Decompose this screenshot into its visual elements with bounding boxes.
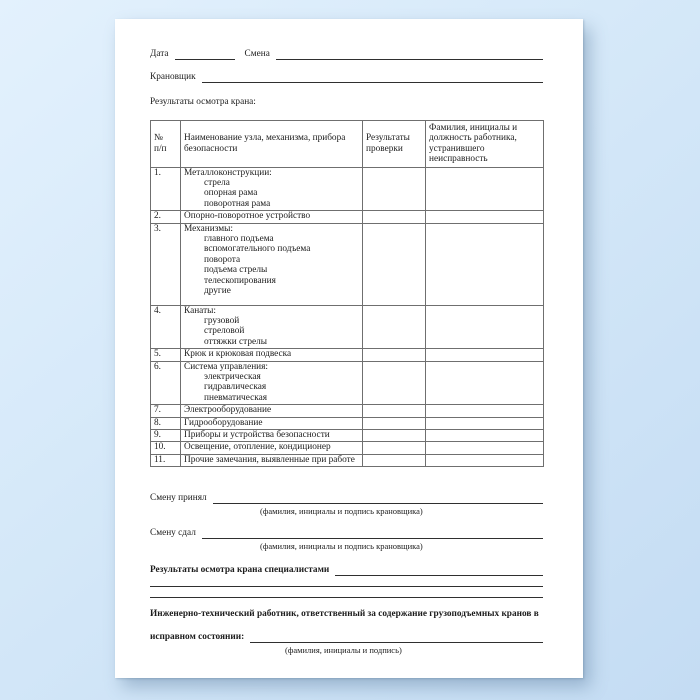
- person-cell: [426, 417, 544, 429]
- row-item-name: Система управления: электрическая гидравлическая пневматическая: [181, 361, 363, 405]
- row-number: 1.: [151, 167, 181, 211]
- row-number: 7.: [151, 405, 181, 417]
- check-result-cell: [363, 167, 426, 211]
- person-cell: [426, 442, 544, 454]
- row-item-name: Крюк и крюковая подвеска: [181, 349, 363, 361]
- row-item-name: Гидрооборудование: [181, 417, 363, 429]
- specialists-label: Результаты осмотра крана специалистами: [150, 565, 330, 576]
- engineer-statement-line2: исправном состоянии:: [150, 632, 245, 643]
- check-result-cell: [363, 305, 426, 349]
- check-result-cell: [363, 211, 426, 223]
- check-result-cell: [363, 454, 426, 466]
- row-sub-item: опорная рама: [204, 188, 258, 199]
- person-cell: [426, 361, 544, 405]
- row-sub-item: вспомогательного подъема: [204, 244, 311, 255]
- specialists-blank-line: [335, 566, 543, 576]
- date-label: Дата: [150, 49, 169, 59]
- row-item-name: Освещение, отопление, кондиционер: [181, 442, 363, 454]
- table-row: [151, 417, 544, 429]
- row-number: 8.: [151, 417, 181, 429]
- engineer-statement-row: [150, 632, 543, 643]
- shift-handed-row: [150, 528, 543, 539]
- row-item-name: Металлоконструкции: стрела опорная рама поворотная рама: [181, 167, 363, 211]
- shift-accepted-label: Смену принял: [150, 493, 207, 504]
- shift-accepted-row: [150, 493, 543, 504]
- check-result-cell: [363, 223, 426, 305]
- table-header-row: [151, 121, 544, 168]
- table-row: [151, 305, 544, 349]
- row-sub-item: главного подъема: [204, 234, 274, 245]
- shift-handed-caption: (фамилия, инициалы и подпись крановщика): [260, 541, 423, 552]
- row-number: 2.: [151, 211, 181, 223]
- table-row: [151, 167, 544, 211]
- date-shift-row: [150, 49, 543, 60]
- col-header-result: Результаты проверки: [363, 121, 426, 168]
- inspection-table: [150, 120, 544, 467]
- inspection-table-body: [151, 167, 544, 467]
- row-sub-item: грузовой: [204, 315, 240, 326]
- person-cell: [426, 405, 544, 417]
- row-number: 11.: [151, 454, 181, 466]
- table-row: [151, 211, 544, 223]
- row-number: 6.: [151, 361, 181, 405]
- row-sub-item: гидравлическая: [204, 382, 267, 393]
- check-result-cell: [363, 442, 426, 454]
- table-row: [151, 429, 544, 441]
- operator-row: [150, 72, 543, 83]
- table-row: [151, 442, 544, 454]
- row-sub-item: телескопирования: [204, 275, 276, 286]
- row-sub-item: другие: [204, 286, 231, 297]
- table-row: [151, 223, 544, 305]
- operator-label: Крановщик: [150, 72, 196, 82]
- row-item-name: Электрооборудование: [181, 405, 363, 417]
- table-row: [151, 405, 544, 417]
- person-cell: [426, 211, 544, 223]
- row-item-name: Прочие замечания, выявленные при работе: [181, 454, 363, 466]
- row-sub-item: оттяжки стрелы: [204, 336, 268, 347]
- form-page: [115, 19, 583, 678]
- table-row: [151, 361, 544, 405]
- row-sub-item: поворотная рама: [204, 198, 271, 209]
- row-spacer: [184, 297, 359, 304]
- col-header-number: № п/п: [151, 121, 181, 168]
- row-sub-item: поворота: [204, 254, 241, 265]
- check-result-cell: [363, 361, 426, 405]
- person-cell: [426, 223, 544, 305]
- row-number: 3.: [151, 223, 181, 305]
- row-item-name: Механизмы: главного подъема вспомогательного подъема поворота подъема стрелы телескопирования другие: [181, 223, 363, 305]
- row-number: 10.: [151, 442, 181, 454]
- inspection-results-title: Результаты осмотра крана:: [150, 97, 256, 107]
- row-number: 9.: [151, 429, 181, 441]
- shift-handed-label: Смену сдал: [150, 528, 196, 539]
- row-item-name: Канаты: грузовой стреловой оттяжки стрелы: [181, 305, 363, 349]
- engineer-caption: (фамилия, инициалы и подпись): [285, 645, 402, 656]
- row-item-name: Опорно-поворотное устройство: [181, 211, 363, 223]
- shift-blank-line: [276, 50, 543, 60]
- person-cell: [426, 454, 544, 466]
- check-result-cell: [363, 429, 426, 441]
- specialists-blank-line-3: [150, 587, 543, 598]
- person-cell: [426, 429, 544, 441]
- person-cell: [426, 349, 544, 361]
- row-item-name: Приборы и устройства безопасности: [181, 429, 363, 441]
- specialists-row: [150, 565, 543, 576]
- row-sub-item: стреловой: [204, 326, 245, 337]
- shift-accepted-caption: (фамилия, инициалы и подпись крановщика): [260, 506, 423, 517]
- specialists-blank-line-2: [150, 576, 543, 587]
- person-cell: [426, 305, 544, 349]
- shift-accepted-blank-line: [213, 494, 543, 504]
- operator-blank-line: [202, 73, 543, 83]
- row-sub-item: подъема стрелы: [204, 265, 268, 276]
- engineer-statement-line1: Инженерно-технический работник, ответственный за содержание грузоподъемных кранов в: [150, 609, 539, 620]
- col-header-name: Наименование узла, механизма, прибора безопасности: [181, 121, 363, 168]
- check-result-cell: [363, 349, 426, 361]
- row-number: 4.: [151, 305, 181, 349]
- table-row: [151, 349, 544, 361]
- check-result-cell: [363, 417, 426, 429]
- row-sub-item: стрела: [204, 178, 230, 189]
- shift-label: Смена: [244, 49, 270, 59]
- date-blank-line: [175, 50, 235, 60]
- col-header-person: Фамилия, инициалы и должность работника, устранившего неисправность: [426, 121, 544, 168]
- person-cell: [426, 167, 544, 211]
- engineer-blank-line: [250, 633, 543, 643]
- check-result-cell: [363, 405, 426, 417]
- row-number: 5.: [151, 349, 181, 361]
- shift-handed-blank-line: [202, 529, 543, 539]
- row-sub-item: электрическая: [204, 371, 261, 382]
- table-row: [151, 454, 544, 466]
- row-sub-item: пневматическая: [204, 392, 267, 403]
